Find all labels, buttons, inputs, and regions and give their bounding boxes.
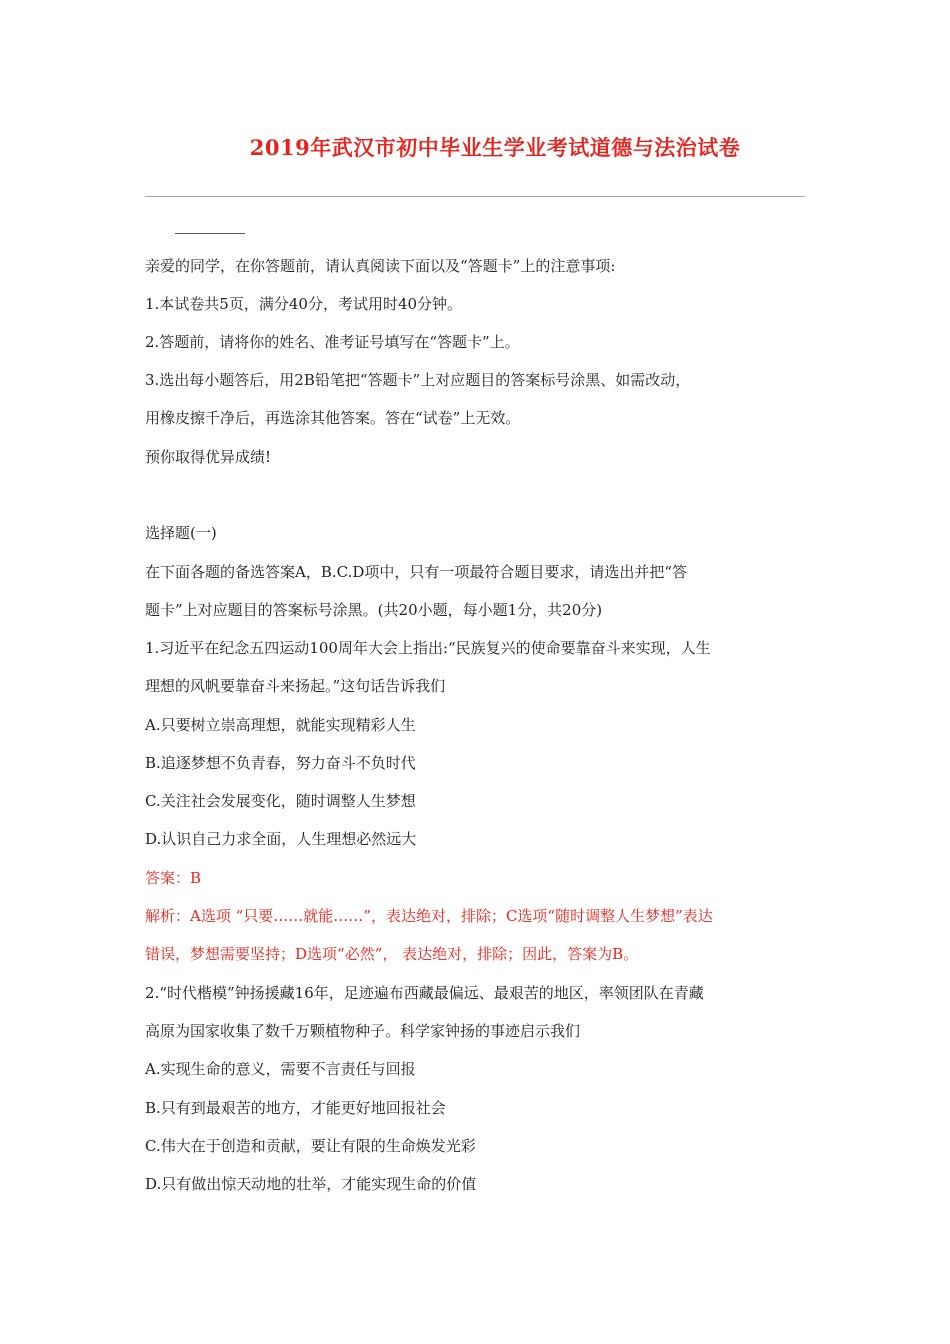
instruction-item-1: 1.本试卷共5页，满分40分，考试用时40分钟。 bbox=[145, 295, 463, 313]
q2-option-a: A.实现生命的意义，需要不言责任与回报 bbox=[145, 1060, 416, 1078]
page-title: 2019年武汉市初中毕业生学业考试道德与法治试卷 bbox=[249, 135, 741, 160]
instruction-item-2: 2.答题前，请将你的姓名、准考证号填写在“答题卡”上。 bbox=[145, 333, 520, 351]
q2-option-c: C.伟大在于创造和贡献，要让有限的生命焕发光彩 bbox=[145, 1137, 476, 1155]
short-divider bbox=[175, 233, 245, 234]
q1-answer: 答案：B bbox=[145, 869, 202, 887]
section-heading: 选择题(一) bbox=[145, 524, 217, 542]
instruction-item-3-line-2: 用橡皮擦千净后，再选涂其他答案。答在“试卷”上无效。 bbox=[145, 409, 521, 427]
instruction-item-3-line-1: 3.选出每小题答后，用2B铅笔把“答题卡”上对应题目的答案标号涂黑、如需改动， bbox=[145, 371, 691, 389]
q2-stem-line-1: 2.“时代楷模”钟扬援藏16年，足迹遍布西藏最偏远、最艰苦的地区，率领团队在青藏 bbox=[145, 984, 704, 1002]
instructions-greeting: 亲爱的同学，在你答题前，请认真阅读下面以及“答题卡”上的注意事项: bbox=[145, 257, 616, 275]
q1-option-b: B.追逐梦想不负青春，努力奋斗不负时代 bbox=[145, 754, 416, 772]
q2-stem-line-2: 高原为国家收集了数千万颗植物种子。科学家钟扬的事迹启示我们 bbox=[145, 1022, 581, 1040]
q1-option-c: C.关注社会发展变化，随时调整人生梦想 bbox=[145, 792, 416, 810]
q2-option-b: B.只有到最艰苦的地方，才能更好地回报社会 bbox=[145, 1099, 446, 1117]
q1-stem-line-1: 1.习近平在纪念五四运动100周年大会上指出:“民族复兴的使命要靠奋斗来实现，人生 bbox=[145, 639, 711, 657]
q2-option-d: D.只有做出惊天动地的壮举，才能实现生命的价值 bbox=[145, 1175, 477, 1193]
q1-analysis-line-1: 解析：A选项 “只要……就能……”，表达绝对，排除；C选项“随时调整人生梦想”表达 bbox=[145, 907, 713, 925]
q1-option-a: A.只要树立崇高理想，就能实现精彩人生 bbox=[145, 716, 416, 734]
section-desc-line-2: 题卡”上对应题目的答案标号涂黑。(共20小题，每小题1分，共20分) bbox=[145, 601, 603, 619]
q1-analysis-line-2: 错误，梦想需要坚持；D选项“必然”， 表达绝对，排除；因此，答案为B。 bbox=[145, 945, 639, 963]
instructions-wish: 预你取得优异成绩! bbox=[145, 448, 272, 466]
section-desc-line-1: 在下面各题的备选答案A，B.C.D项中，只有一项最符合题目要求，请选出并把“答 bbox=[145, 563, 688, 581]
q1-stem-line-2: 理想的风帆要靠奋斗来扬起。”这句话告诉我们 bbox=[145, 677, 446, 695]
header-divider bbox=[145, 196, 805, 197]
q1-option-d: D.认识自己力求全面，人生理想必然远大 bbox=[145, 830, 417, 848]
